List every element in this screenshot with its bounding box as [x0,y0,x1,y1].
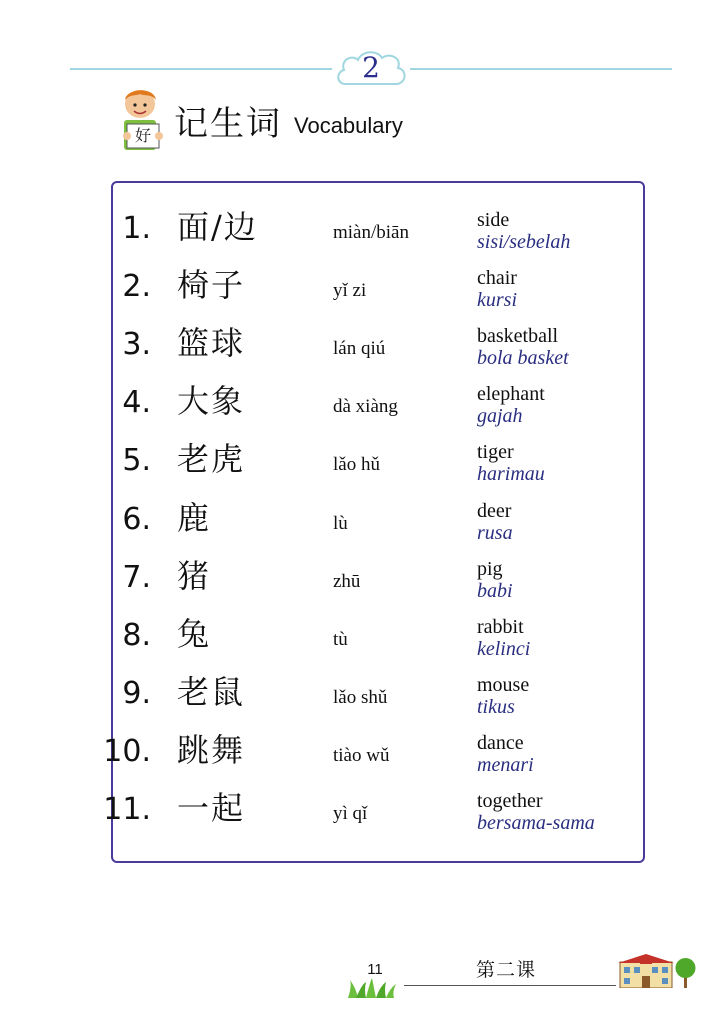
page-number: 11 [367,961,383,978]
mascot [114,86,170,158]
vocab-malay: bersama-sama [477,812,595,834]
vocab-hanzi: 鹿 [177,499,212,537]
vocab-malay: sisi/sebelah [477,231,571,253]
vocab-row [113,435,643,493]
vocab-number: 11. [103,792,151,827]
vocab-malay: harimau [477,463,545,485]
vocab-number: 6. [122,502,151,537]
vocab-hanzi: 兔 [177,615,212,653]
vocab-row [113,377,643,435]
vocab-row [113,261,643,319]
vocab-english: deer [477,500,512,522]
vocab-number: 10. [103,734,151,769]
vocab-pinyin: lǎo hǔ [333,454,380,475]
vocab-hanzi: 大象 [177,382,246,420]
vocab-english: basketball [477,325,559,347]
vocab-pinyin: yǐ zi [333,280,367,301]
vocab-number: 5. [122,443,151,478]
header-rule-right [410,68,672,70]
vocab-malay: kelinci [477,638,531,660]
vocab-hanzi: 跳舞 [177,731,246,769]
vocab-pinyin: lán qiú [333,338,386,359]
vocab-english: pig [477,558,503,580]
vocab-row [113,319,643,377]
vocab-number: 2. [122,269,151,304]
lesson-number: 2 [362,51,380,84]
mascot-card-text: 好 [134,126,151,145]
lesson-title: 第二课 [476,959,537,981]
vocab-malay: babi [477,580,513,602]
vocab-english: rabbit [477,616,524,638]
vocab-row [113,552,643,610]
vocab-hanzi: 篮球 [177,324,246,362]
header-rule-left [70,68,332,70]
vocab-malay: gajah [477,405,523,427]
vocab-malay: rusa [477,522,513,544]
vocab-number: 3. [122,327,151,362]
vocab-malay: kursi [477,289,517,311]
vocab-row [103,784,643,842]
vocab-hanzi: 老虎 [177,440,246,478]
vocab-english: tiger [477,441,514,463]
grass-icon [346,978,398,998]
heading-chinese: 记生词 [174,104,282,144]
vocab-row [113,668,643,726]
vocab-number: 8. [122,618,151,653]
vocab-row [113,203,643,261]
vocab-english: chair [477,267,517,289]
vocabulary-box [103,181,645,863]
vocab-pinyin: zhū [333,571,361,592]
vocab-hanzi: 老鼠 [177,673,246,711]
vocab-hanzi: 面/边 [177,208,258,246]
heading-english: Vocabulary [294,113,403,138]
vocab-pinyin: yì qǐ [333,803,368,824]
vocab-pinyin: dà xiàng [333,396,398,417]
vocab-number: 7. [122,560,151,595]
vocab-hanzi: 椅子 [177,266,246,304]
vocab-row [103,726,643,784]
vocab-english: mouse [477,674,530,696]
vocab-english: elephant [477,383,545,405]
vocab-hanzi: 猪 [177,557,212,595]
vocab-row [113,494,643,552]
vocab-pinyin: tiào wǔ [333,745,390,766]
vocab-pinyin: tù [333,629,348,650]
school-building-icon [618,952,700,988]
vocab-english: dance [477,732,524,754]
lesson-number-badge [332,44,410,94]
vocab-number: 1. [122,211,151,246]
vocab-malay: tikus [477,696,515,718]
vocab-number: 9. [122,676,151,711]
vocab-pinyin: lǎo shǔ [333,687,388,708]
vocab-row [113,610,643,668]
vocab-number: 4. [122,385,151,420]
vocab-hanzi: 一起 [177,789,246,827]
vocab-pinyin: lù [333,513,348,534]
vocab-malay: menari [477,754,534,776]
vocab-english: side [477,209,510,231]
footer-rule [404,985,616,986]
vocab-malay: bola basket [477,347,569,369]
vocab-english: together [477,790,543,812]
vocab-pinyin: miàn/biān [333,222,409,243]
boy-holding-card-icon [114,86,170,158]
